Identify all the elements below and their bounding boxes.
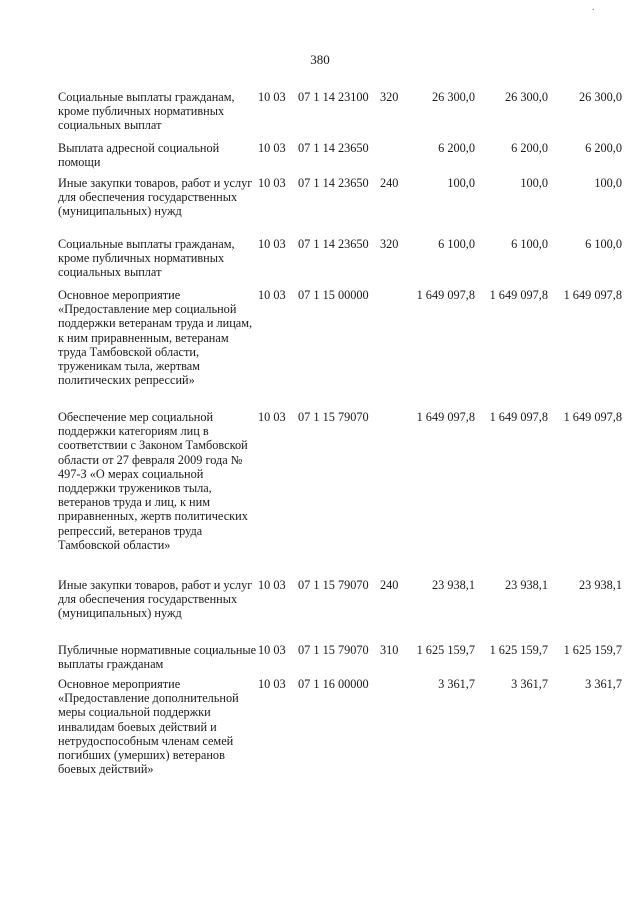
row-csr: 07 1 15 79070: [298, 578, 369, 592]
row-rz: 10 03: [258, 677, 286, 691]
row-vr: 320: [380, 90, 399, 104]
row-amount-1: 3 361,7: [438, 677, 475, 691]
row-name: Основное мероприятие «Предоставление мер социальной поддержки ветеранам труда и лицам, к ним приравненным, ветеранам труда Тамбовской области, труженикам тыла, жертвам политических репрессий»: [58, 288, 253, 388]
row-vr: 310: [380, 643, 399, 657]
row-amount-1: 26 300,0: [431, 90, 475, 104]
row-amount-3: 1 649 097,8: [563, 288, 622, 302]
row-csr: 07 1 14 23100: [298, 90, 369, 104]
corner-mark: .: [592, 2, 595, 13]
row-csr: 07 1 14 23650: [298, 176, 369, 190]
row-amount-3: 1 649 097,8: [563, 410, 622, 424]
row-rz: 10 03: [258, 643, 286, 657]
row-amount-3: 6 100,0: [585, 237, 622, 251]
row-amount-2: 6 100,0: [511, 237, 548, 251]
row-csr: 07 1 14 23650: [298, 141, 369, 155]
row-name: Обеспечение мер социальной поддержки категориям лиц в соответствии с Законом Тамбовской области от 27 февраля 2009 года № 497-З «О мерах социальной поддержки тружеников тыла, ветеранов труда и лиц, к ним приравненных, жертв политических репрессий, ветеранов труда Тамбовской области»: [58, 410, 248, 552]
row-rz: 10 03: [258, 410, 286, 424]
row-rz: 10 03: [258, 90, 286, 104]
row-amount-2: 100,0: [520, 176, 548, 190]
row-rz: 10 03: [258, 288, 286, 302]
row-name: Выплата адресной социальной помощи: [58, 141, 220, 170]
row-rz: 10 03: [258, 578, 286, 592]
row-vr: 240: [380, 176, 399, 190]
row-name: Публичные нормативные социальные выплаты гражданам: [58, 643, 257, 672]
row-amount-2: 3 361,7: [511, 677, 548, 691]
row-name: Основное мероприятие «Предоставление дополнительной меры социальной поддержки инвалидам боевых действий и нетрудоспособным членам семей погибших (умерших) ветеранов боевых действий»: [58, 677, 239, 777]
row-amount-3: 100,0: [594, 176, 622, 190]
row-amount-2: 1 649 097,8: [489, 288, 548, 302]
row-amount-1: 1 625 159,7: [416, 643, 475, 657]
row-csr: 07 1 15 79070: [298, 410, 369, 424]
row-amount-2: 26 300,0: [504, 90, 548, 104]
row-vr: 320: [380, 237, 399, 251]
row-name: Иные закупки товаров, работ и услуг для обеспечения государственных (муниципальных) нужд: [58, 176, 253, 219]
row-vr: 240: [380, 578, 399, 592]
row-amount-3: 3 361,7: [585, 677, 622, 691]
row-amount-3: 1 625 159,7: [563, 643, 622, 657]
row-amount-2: 23 938,1: [504, 578, 548, 592]
row-amount-2: 6 200,0: [511, 141, 548, 155]
row-rz: 10 03: [258, 141, 286, 155]
row-amount-3: 26 300,0: [578, 90, 622, 104]
row-csr: 07 1 15 79070: [298, 643, 369, 657]
row-rz: 10 03: [258, 237, 286, 251]
row-name: Социальные выплаты гражданам, кроме публичных нормативных социальных выплат: [58, 90, 235, 133]
row-amount-3: 23 938,1: [578, 578, 622, 592]
row-csr: 07 1 15 00000: [298, 288, 369, 302]
row-csr: 07 1 16 00000: [298, 677, 369, 691]
row-amount-1: 1 649 097,8: [416, 410, 475, 424]
row-amount-3: 6 200,0: [585, 141, 622, 155]
row-amount-2: 1 649 097,8: [489, 410, 548, 424]
row-amount-2: 1 625 159,7: [489, 643, 548, 657]
row-amount-1: 6 200,0: [438, 141, 475, 155]
page-number: 380: [310, 52, 330, 67]
row-csr: 07 1 14 23650: [298, 237, 369, 251]
row-amount-1: 23 938,1: [431, 578, 475, 592]
row-name: Иные закупки товаров, работ и услуг для обеспечения государственных (муниципальных) нужд: [58, 578, 253, 621]
row-amount-1: 6 100,0: [438, 237, 475, 251]
row-rz: 10 03: [258, 176, 286, 190]
row-amount-1: 100,0: [447, 176, 475, 190]
row-name: Социальные выплаты гражданам, кроме публичных нормативных социальных выплат: [58, 237, 235, 280]
row-amount-1: 1 649 097,8: [416, 288, 475, 302]
